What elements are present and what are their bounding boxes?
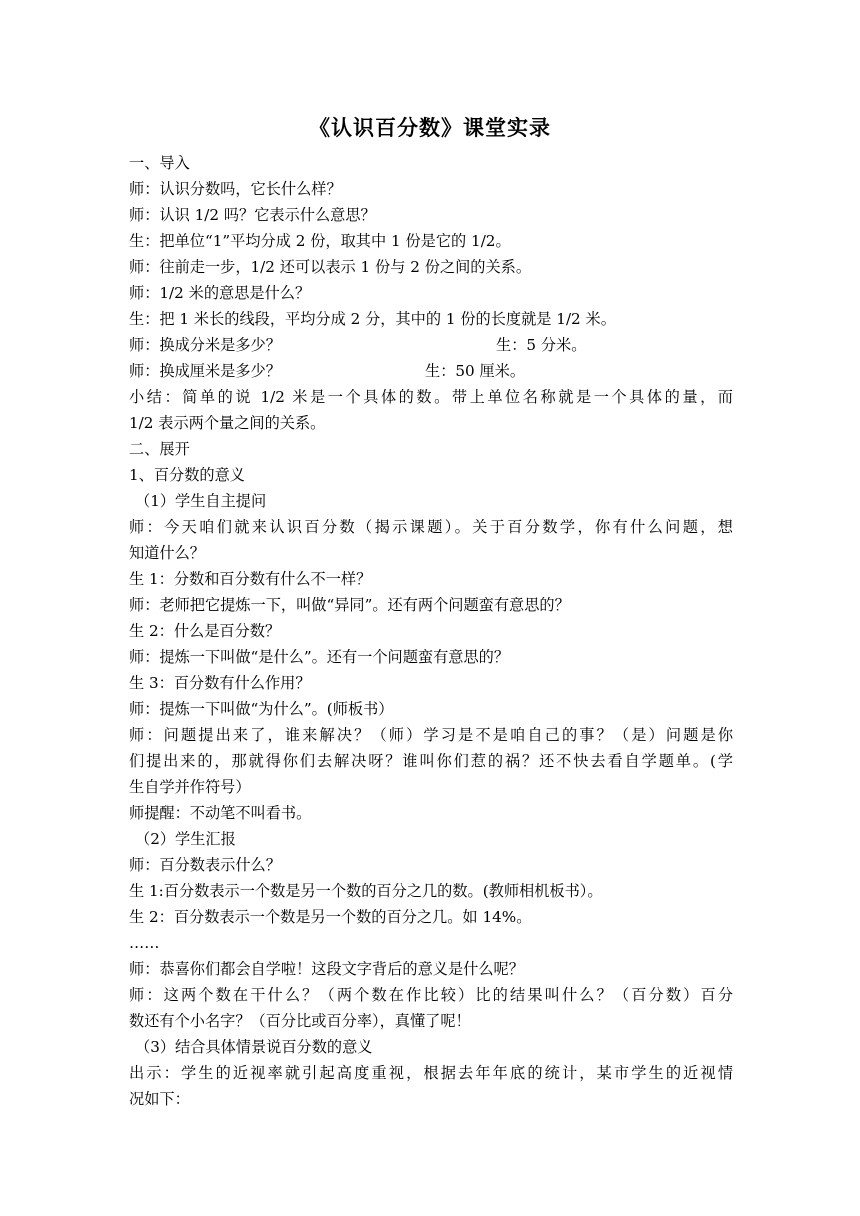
text-line: 生 1:百分数表示一个数是另一个数的百分之几的数。(教师相机板书）。 xyxy=(129,882,603,900)
text-line: 师：1/2 米的意思是什么？ xyxy=(129,284,311,302)
text-line: 师：今天咱们就来认识百分数（揭示课题）。关于百分数学，你有什么问题，想 xyxy=(129,518,733,536)
text-line: 师：问题提出来了，谁来解决？（师）学习是不是咱自己的事？（是）问题是你 xyxy=(129,726,733,744)
dialogue-answer: 生：50 厘米。 xyxy=(425,362,526,380)
text-line: 师：认识 1/2 吗？它表示什么意思？ xyxy=(129,206,376,224)
text-line: 师：这两个数在干什么？（两个数在作比较）比的结果叫什么？（百分数）百分 xyxy=(129,986,733,1004)
text-line: 师：提炼一下叫做“是什么”。还有一个问题蛮有意思的？ xyxy=(129,648,510,666)
text-line: （1）学生自主提问 xyxy=(135,492,267,510)
dialogue-answer: 生：5 分米。 xyxy=(496,336,587,354)
text-line: …… xyxy=(129,934,160,952)
text-line: 生 2：什么是百分数？ xyxy=(129,622,281,640)
text-line: 小结：简单的说 1/2 米是一个具体的数。带上单位名称就是一个具体的量，而 xyxy=(129,388,733,406)
text-line: 二、展开 xyxy=(129,440,190,458)
text-line: 生：把单位“1”平均分成 2 份，取其中 1 份是它的 1/2。 xyxy=(129,232,511,250)
page-title: 《认识百分数》课堂实录 xyxy=(309,116,551,140)
text-line: 师：百分数表示什么？ xyxy=(129,856,281,874)
text-line: 1/2 表示两个量之间的关系。 xyxy=(129,414,326,432)
text-line: （3）结合具体情景说百分数的意义 xyxy=(135,1038,373,1056)
text-line: 师：恭喜你们都会自学啦！这段文字背后的意义是什么呢？ xyxy=(129,960,524,978)
text-line: 出示：学生的近视率就引起高度重视，根据去年年底的统计，某市学生的近视情 xyxy=(129,1064,733,1082)
text-line: 生自学并作符号） xyxy=(129,778,251,796)
document-body xyxy=(129,150,733,1112)
text-line: 1、百分数的意义 xyxy=(129,466,245,484)
dialogue-question: 师：换成分米是多少？ xyxy=(129,336,281,354)
text-line: 生 3：百分数有什么作用？ xyxy=(129,674,311,692)
text-line: 生 1：分数和百分数有什么不一样？ xyxy=(129,570,372,588)
text-line: （2）学生汇报 xyxy=(135,830,236,848)
text-line: 师：老师把它提炼一下，叫做“异同”。还有两个问题蛮有意思的？ xyxy=(129,596,570,614)
text-line: 师提醒：不动笔不叫看书。 xyxy=(129,804,312,822)
text-line: 数还有个小名字？（百分比或百分率），真懂了呢！ xyxy=(129,1012,471,1030)
text-line: 生 2：百分数表示一个数是另一个数的百分之几。如 14%。 xyxy=(129,908,532,926)
text-line: 师：认识分数吗，它长什么样？ xyxy=(129,180,342,198)
text-line xyxy=(129,358,733,384)
text-line xyxy=(129,332,733,358)
text-line: 知道什么？ xyxy=(129,544,205,562)
text-line: 师：往前走一步，1/2 还可以表示 1 份与 2 份之间的关系。 xyxy=(129,258,532,276)
text-line: 们提出来的，那就得你们去解决呀？谁叫你们惹的祸？还不快去看自学题单。(学 xyxy=(129,752,733,770)
text-line: 况如下： xyxy=(129,1090,190,1108)
text-line: 一、导入 xyxy=(129,154,190,172)
text-line: 师：提炼一下叫做“为什么”。(师板书） xyxy=(129,700,394,718)
text-line: 生：把 1 米长的线段，平均分成 2 分，其中的 1 份的长度就是 1/2 米。 xyxy=(129,310,616,328)
dialogue-question: 师：换成厘米是多少？ xyxy=(129,362,281,380)
